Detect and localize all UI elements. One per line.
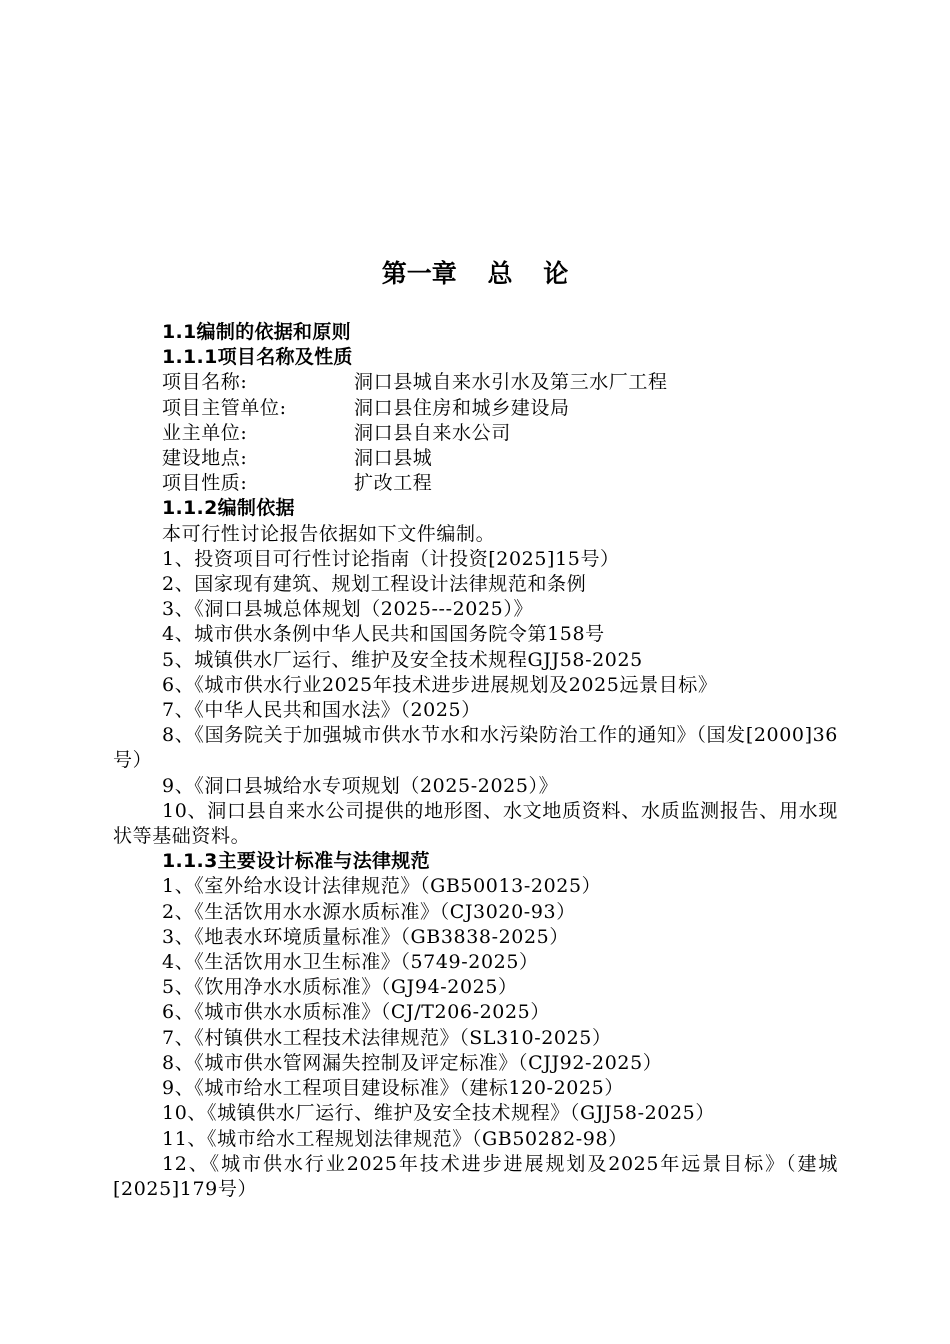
list-item: 1、《室外给水设计法律规范》（GB50013-2025）: [162, 875, 602, 898]
section-heading-1-1-1: 1.1.1项目名称及性质: [162, 346, 353, 369]
list-item: 10、《城镇供水厂运行、维护及安全技术规程》（GJJ58-2025）: [162, 1102, 715, 1125]
list-item: 5、城镇供水厂运行、维护及安全技术规程GJJ58-2025: [162, 648, 643, 671]
standards-list: [113, 874, 838, 1202]
list-item: 2、《生活饮用水水源水质标准》（CJ3020-93）: [162, 900, 576, 923]
project-info-label: 项目主管单位:: [162, 396, 287, 419]
list-item: 6、《城市供水水质标准》（CJ/T206-2025）: [162, 1001, 550, 1024]
project-info-label: 业主单位:: [162, 421, 248, 444]
project-info-list: [113, 370, 838, 496]
list-item: 6、《城市供水行业2025年技术进步进展规划及2025远景目标》: [162, 673, 718, 696]
chapter-title: 第一章 总 论: [381, 259, 569, 288]
list-item: 10、洞口县自来水公司提供的地形图、水文地质资料、水质监测报告、用水现状等基础资料。: [113, 799, 838, 848]
project-info-value: 扩改工程: [354, 472, 433, 495]
list-item: 8、《城市供水管网漏失控制及评定标准》（CJJ92-2025）: [162, 1051, 663, 1074]
list-item: 3、《洞口县城总体规划（2025---2025）》: [162, 598, 534, 621]
list-item: 9、《洞口县城给水专项规划（2025-2025）》: [162, 774, 559, 797]
section-heading-1-1-3: 1.1.3主要设计标准与法律规范: [162, 850, 430, 873]
document-body: [113, 320, 838, 1202]
project-info-value: 洞口县城: [354, 447, 433, 470]
list-item: 11、《城市给水工程规划法律规范》（GB50282-98）: [162, 1127, 628, 1150]
project-info-row: [113, 446, 838, 471]
project-info-value: 洞口县城自来水引水及第三水厂工程: [354, 371, 668, 394]
list-item: 5、《饮用净水水质标准》（GJ94-2025）: [162, 976, 518, 999]
project-info-row: [113, 370, 838, 395]
list-item: 12、《城市供水行业2025年技术进步进展规划及2025年远景目标》（建城[2025]179号）: [113, 1152, 838, 1200]
list-item: 9、《城市给水工程项目建设标准》（建标120-2025）: [162, 1077, 624, 1100]
basis-list: [113, 547, 838, 849]
list-item: 3、《地表水环境质量标准》（GB3838-2025）: [162, 925, 569, 948]
project-info-value: 洞口县自来水公司: [354, 421, 511, 444]
section-heading-1-1-2: 1.1.2编制依据: [162, 497, 295, 520]
list-item: 4、《生活饮用水卫生标准》（5749-2025）: [162, 951, 539, 974]
project-info-row: [113, 471, 838, 496]
section-heading-1-1: 1.1编制的依据和原则: [162, 321, 351, 343]
list-item: 2、国家现有建筑、规划工程设计法律规范和条例: [162, 573, 587, 596]
list-item: 4、城市供水条例中华人民共和国国务院令第158号: [162, 623, 605, 646]
project-info-value: 洞口县住房和城乡建设局: [354, 396, 570, 419]
basis-intro: 本可行性讨论报告依据如下文件编制。: [162, 522, 496, 545]
list-item: 8、《国务院关于加强城市供水节水和水污染防治工作的通知》（国发[2000]36号）: [113, 724, 838, 772]
list-item: 1、投资项目可行性讨论指南（计投资[2025]15号）: [162, 547, 620, 570]
project-info-label: 项目性质:: [162, 472, 248, 495]
project-info-label: 建设地点:: [162, 447, 248, 470]
project-info-label: 项目名称:: [162, 371, 248, 394]
project-info-row: [113, 421, 838, 446]
list-item: 7、《中华人民共和国水法》（2025）: [162, 699, 481, 722]
list-item: 7、《村镇供水工程技术法律规范》（SL310-2025）: [162, 1026, 612, 1049]
project-info-row: [113, 396, 838, 421]
